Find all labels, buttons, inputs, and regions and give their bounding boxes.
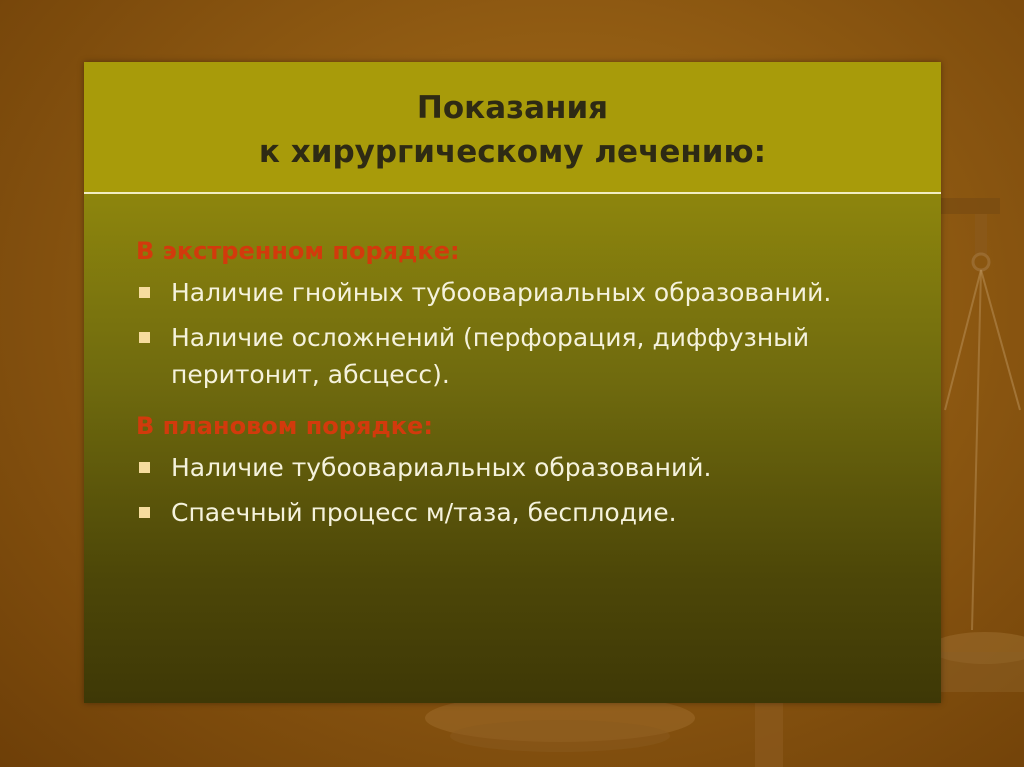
- square-bullet-icon: [139, 462, 150, 473]
- square-bullet-icon: [139, 287, 150, 298]
- title-divider: [84, 192, 941, 194]
- list-item-text: Наличие тубоовариальных образований.: [171, 453, 712, 482]
- section-heading-planned: В плановом порядке:: [136, 412, 433, 440]
- list-item: [136, 319, 906, 393]
- list-item: [136, 274, 906, 311]
- square-bullet-icon: [139, 507, 150, 518]
- square-bullet-icon: [139, 332, 150, 343]
- slide-content: [136, 234, 906, 539]
- emergency-list: [136, 274, 906, 393]
- list-item: [136, 494, 906, 531]
- planned-list: [136, 449, 906, 531]
- slide-panel: [84, 62, 941, 703]
- title-area: [84, 62, 941, 192]
- section-heading-emergency: В экстренном порядке:: [136, 237, 460, 265]
- slide-title: [84, 86, 941, 174]
- list-item-text: Наличие осложнений (перфорация, диффузный перитонит, абсцесс).: [171, 323, 810, 389]
- slide-title-line-2: к хирургическому лечению:: [258, 134, 767, 170]
- slide-title-line-1: Показания: [416, 90, 609, 126]
- list-item: [136, 449, 906, 486]
- list-item-text: Спаечный процесс м/таза, бесплодие.: [171, 498, 677, 527]
- list-item-text: Наличие гнойных тубоовариальных образований.: [171, 278, 832, 307]
